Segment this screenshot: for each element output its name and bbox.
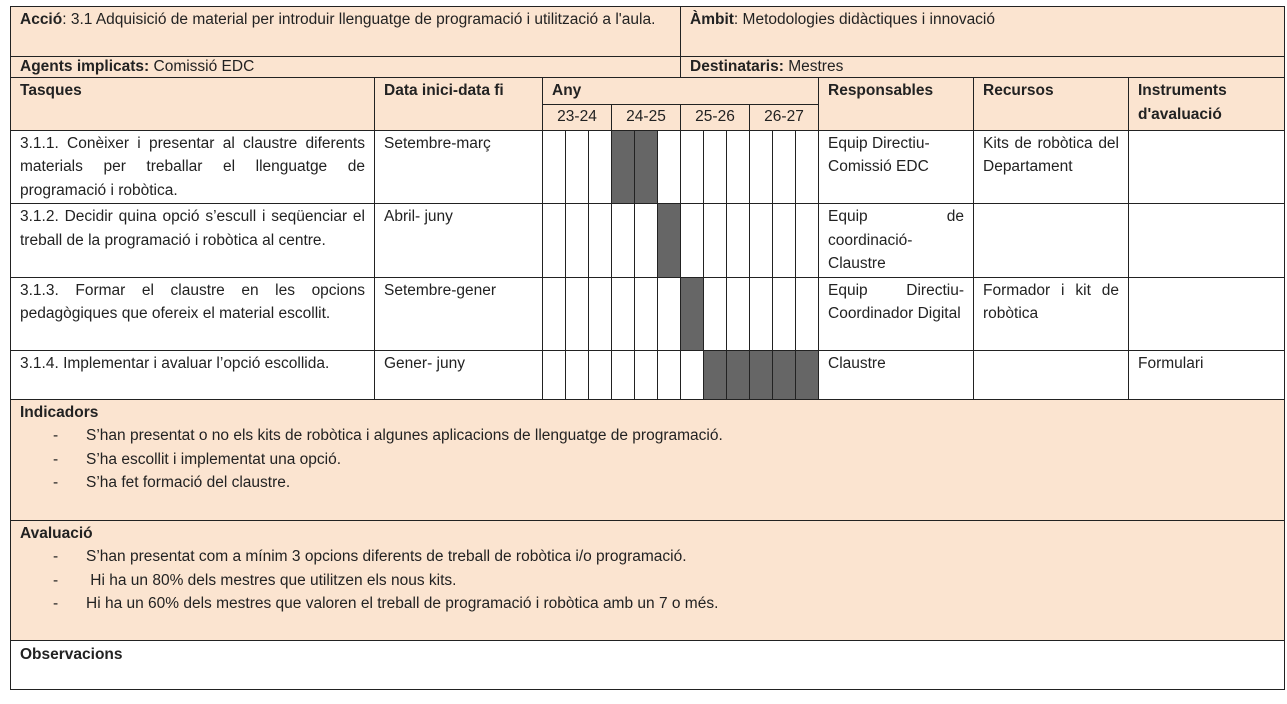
timeline-cell bbox=[773, 130, 796, 204]
timeline-cell bbox=[750, 277, 773, 350]
timeline-cell bbox=[704, 350, 727, 399]
accio-value: : 3.1 Adquisició de material per introduir llenguatge de programació i utilització a l'aula. bbox=[62, 11, 656, 28]
timeline-cell bbox=[658, 350, 681, 399]
timeline-cell bbox=[796, 277, 819, 350]
timeline-cell bbox=[543, 277, 566, 350]
year-header: 23-24 bbox=[543, 104, 612, 130]
accio-cell bbox=[11, 7, 681, 57]
indicador-item: - S’ha fet formació del claustre. bbox=[53, 471, 1275, 495]
ambit-value: : Metodologies didàctiques i innovació bbox=[733, 11, 995, 28]
observacions-title: Observacions bbox=[11, 640, 1285, 689]
task-description: 3.1.3. Formar el claustre en les opcions pedagògiques que ofereix el material escollit. bbox=[11, 277, 375, 350]
timeline-cell bbox=[773, 204, 796, 278]
task-responsables: Equip Directiu-Comissió EDC bbox=[819, 130, 974, 204]
task-instruments bbox=[1129, 277, 1285, 350]
timeline-cell bbox=[612, 130, 635, 204]
responsables-header: Responsables bbox=[819, 78, 974, 131]
timeline-cell bbox=[589, 277, 612, 350]
task-description: 3.1.4. Implementar i avaluar l’opció escollida. bbox=[11, 350, 375, 399]
task-responsables: Equip de coordinació-Claustre bbox=[819, 204, 974, 278]
task-row bbox=[11, 277, 1285, 350]
task-instruments: Formulari bbox=[1129, 350, 1285, 399]
task-row bbox=[11, 350, 1285, 399]
timeline-cell bbox=[635, 350, 658, 399]
action-plan-table bbox=[10, 6, 1285, 690]
timeline-cell bbox=[796, 350, 819, 399]
timeline-cell bbox=[543, 350, 566, 399]
task-description: 3.1.1. Conèixer i presentar al claustre diferents materials per treballar el llenguatge de programació i robòtica. bbox=[11, 130, 375, 204]
timeline-cell bbox=[612, 350, 635, 399]
agents-label: Agents implicats: bbox=[20, 58, 150, 75]
column-header-row bbox=[11, 78, 1285, 105]
timeline-cell bbox=[773, 277, 796, 350]
task-row bbox=[11, 130, 1285, 204]
task-dates: Gener- juny bbox=[375, 350, 543, 399]
timeline-cell bbox=[589, 130, 612, 204]
timeline-cell bbox=[796, 204, 819, 278]
timeline-cell bbox=[727, 204, 750, 278]
indicadors-title: Indicadors bbox=[20, 403, 99, 421]
indicadors-list bbox=[20, 424, 1275, 495]
timeline-cell bbox=[727, 130, 750, 204]
destinataris-value: Mestres bbox=[783, 58, 844, 75]
timeline-cell bbox=[566, 350, 589, 399]
task-responsables: Claustre bbox=[819, 350, 974, 399]
timeline-cell bbox=[796, 130, 819, 204]
task-recursos bbox=[974, 204, 1129, 278]
indicador-item: - S’han presentat o no els kits de robòtica i algunes aplicacions de llenguatge de programació. bbox=[53, 424, 1275, 448]
timeline-cell bbox=[635, 204, 658, 278]
task-recursos: Formador i kit de robòtica bbox=[974, 277, 1129, 350]
timeline-cell bbox=[773, 350, 796, 399]
indicador-item: - S’ha escollit i implementat una opció. bbox=[53, 448, 1275, 472]
timeline-cell bbox=[704, 204, 727, 278]
timeline-cell bbox=[658, 130, 681, 204]
avaluacio-item: - Hi ha un 80% dels mestres que utilitzen els nous kits. bbox=[53, 569, 1275, 593]
task-recursos bbox=[974, 350, 1129, 399]
ambit-cell bbox=[681, 7, 1285, 57]
timeline-cell bbox=[681, 130, 704, 204]
destinataris-cell bbox=[681, 57, 1285, 78]
tasques-header: Tasques bbox=[11, 78, 375, 131]
timeline-cell bbox=[612, 204, 635, 278]
agents-value: Comissió EDC bbox=[149, 58, 255, 75]
timeline-cell bbox=[543, 130, 566, 204]
year-header: 26-27 bbox=[750, 104, 819, 130]
timeline-cell bbox=[681, 277, 704, 350]
accio-row bbox=[11, 7, 1285, 57]
timeline-cell bbox=[566, 204, 589, 278]
data-header: Data inici-data fi bbox=[375, 78, 543, 131]
timeline-cell bbox=[727, 350, 750, 399]
timeline-cell bbox=[750, 350, 773, 399]
agents-cell bbox=[11, 57, 681, 78]
indicadors-row bbox=[11, 399, 1285, 520]
recursos-header: Recursos bbox=[974, 78, 1129, 131]
destinataris-label: Destinataris: bbox=[690, 58, 784, 75]
year-header: 24-25 bbox=[612, 104, 681, 130]
instruments-header: Instruments d'avaluació bbox=[1129, 78, 1285, 131]
year-header: 25-26 bbox=[681, 104, 750, 130]
agents-row bbox=[11, 57, 1285, 78]
task-recursos: Kits de robòtica del Departament bbox=[974, 130, 1129, 204]
any-header: Any bbox=[543, 78, 819, 105]
ambit-label: Àmbit bbox=[690, 11, 734, 28]
timeline-cell bbox=[589, 204, 612, 278]
task-description: 3.1.2. Decidir quina opció s’escull i seqüenciar el treball de la programació i robòtica al centre. bbox=[11, 204, 375, 278]
timeline-cell bbox=[750, 130, 773, 204]
timeline-cell bbox=[681, 204, 704, 278]
avaluacio-item: - Hi ha un 60% dels mestres que valoren el treball de programació i robòtica amb un 7 o més. bbox=[53, 592, 1275, 616]
timeline-cell bbox=[681, 350, 704, 399]
timeline-cell bbox=[704, 277, 727, 350]
timeline-cell bbox=[612, 277, 635, 350]
avaluacio-section bbox=[11, 520, 1285, 640]
observacions-row bbox=[11, 640, 1285, 689]
task-dates: Setembre-març bbox=[375, 130, 543, 204]
timeline-cell bbox=[635, 277, 658, 350]
avaluacio-row bbox=[11, 520, 1285, 640]
timeline-cell bbox=[704, 130, 727, 204]
timeline-cell bbox=[658, 277, 681, 350]
timeline-cell bbox=[566, 277, 589, 350]
avaluacio-title: Avaluació bbox=[20, 524, 93, 542]
timeline-cell bbox=[635, 130, 658, 204]
timeline-cell bbox=[750, 204, 773, 278]
timeline-cell bbox=[589, 350, 612, 399]
timeline-cell bbox=[658, 204, 681, 278]
task-responsables: Equip Directiu-Coordinador Digital bbox=[819, 277, 974, 350]
avaluacio-list bbox=[20, 545, 1275, 616]
task-instruments bbox=[1129, 130, 1285, 204]
avaluacio-item: - S’han presentat com a mínim 3 opcions diferents de treball de robòtica i/o programació. bbox=[53, 545, 1275, 569]
task-row bbox=[11, 204, 1285, 278]
accio-label: Acció bbox=[20, 11, 63, 28]
timeline-cell bbox=[727, 277, 750, 350]
task-dates: Setembre-gener bbox=[375, 277, 543, 350]
task-instruments bbox=[1129, 204, 1285, 278]
task-dates: Abril- juny bbox=[375, 204, 543, 278]
indicadors-section bbox=[11, 399, 1285, 520]
timeline-cell bbox=[543, 204, 566, 278]
timeline-cell bbox=[566, 130, 589, 204]
